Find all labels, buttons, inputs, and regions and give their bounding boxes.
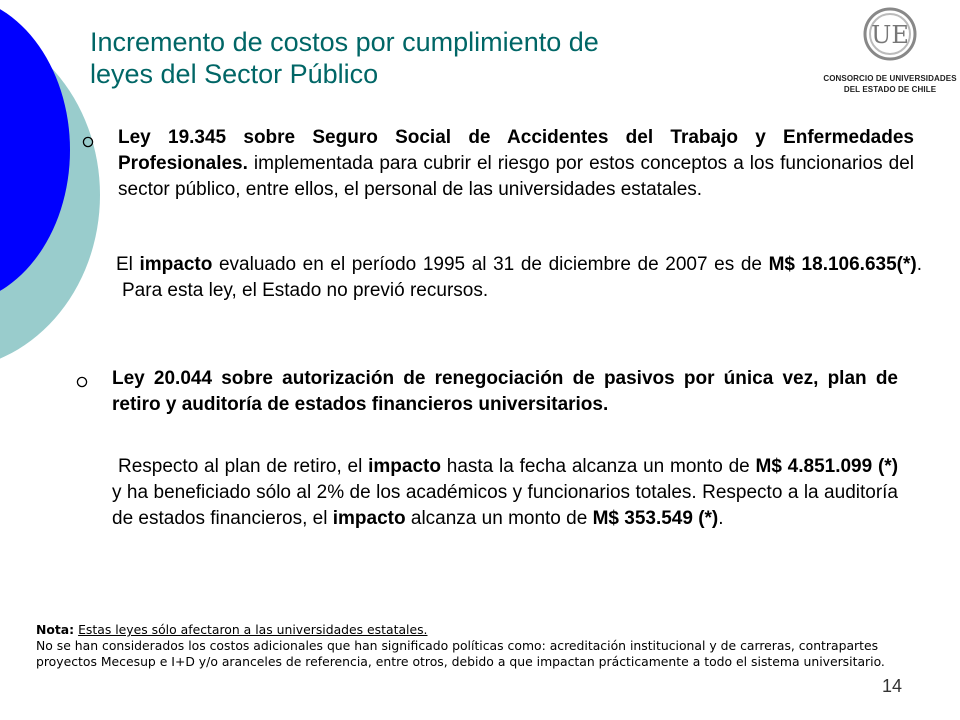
footnote [36, 622, 896, 670]
hollow-circle-icon [82, 136, 94, 148]
law-1-text: implementada para cubrir el riesgo por estos conceptos a los funcionarios del sector público, entre ellos, el personal de las universidades estatales. [118, 153, 914, 200]
law-2-p-pre: Respecto al plan de retiro, el [118, 456, 369, 477]
logo-caption [820, 73, 960, 95]
law-2-heading-text: Ley 20.044 sobre autorización de renegociación de pasivos por única vez, plan de retiro y auditoría de estados financieros universitarios. [112, 368, 898, 415]
logo-caption-line-2: DEL ESTADO DE CHILE [843, 85, 937, 94]
impact-amount: M$ 18.106.635(*) [768, 254, 917, 275]
title-line-2: leyes del Sector Público [90, 59, 379, 89]
hollow-circle-icon [76, 376, 88, 388]
law-2-amount-1: M$ 4.851.099 (*) [755, 456, 899, 477]
law-2-p-mid-3: alcanza un monto de [405, 508, 593, 529]
law-2-p-post: . [718, 508, 724, 529]
law-2-impact-word-1: impacto [368, 456, 441, 477]
law-2-impact-word-2: impacto [332, 508, 406, 529]
footnote-body: No se han considerados los costos adicionales que han significado políticas como: acreditación institucional y de carreras, contrapartes proyectos Mecesup e I+D y/o aranceles de referencia, entre otros, debido a que impactan prácticamente a todo el sistema universitario. [36, 638, 885, 669]
law-2-paragraph [112, 454, 898, 532]
logo-mark: UE [871, 21, 909, 49]
impact-mid: evaluado en el período 1995 al 31 de diciembre de 2007 es de [212, 254, 769, 275]
law-1-impact [116, 252, 922, 304]
logo-caption-line-1: CONSORCIO DE UNIVERSIDADES [823, 74, 957, 83]
bullet-1 [82, 135, 94, 152]
decorative-circles [0, 0, 160, 720]
law-2-amount-2: M$ 353.549 (*) [592, 508, 719, 529]
footnote-label: Nota: [36, 622, 75, 637]
impact-post: . Para esta ley, el Estado no previó recursos. [122, 254, 922, 301]
ue-logo-icon [862, 0, 918, 70]
page-number: 14 [882, 676, 903, 696]
law-1-heading: Ley 19.345 sobre Seguro Social de Accidentes del Trabajo y Enfermedades Profesionales. [118, 127, 914, 174]
title-line-1: Incremento de costos por cumplimiento de [90, 27, 599, 57]
slide-title [90, 26, 730, 90]
consortium-logo [820, 0, 960, 100]
law-2-p-mid-1: hasta la fecha alcanza un monto de [440, 456, 756, 477]
impact-word: impacto [139, 254, 213, 275]
impact-pre: El [116, 254, 140, 275]
footnote-line-1 [36, 622, 896, 638]
law-2-p-mid-2: y ha beneficiado sólo al 2% de los académicos y funcionarios totales. Respecto a la auditoría de estados financieros, el [112, 482, 898, 529]
footnote-underlined: Estas leyes sólo afectaron a las universidades estatales. [78, 622, 428, 637]
law-1-paragraph [118, 125, 914, 203]
law-2-heading [112, 366, 898, 418]
bullet-2 [76, 375, 88, 392]
